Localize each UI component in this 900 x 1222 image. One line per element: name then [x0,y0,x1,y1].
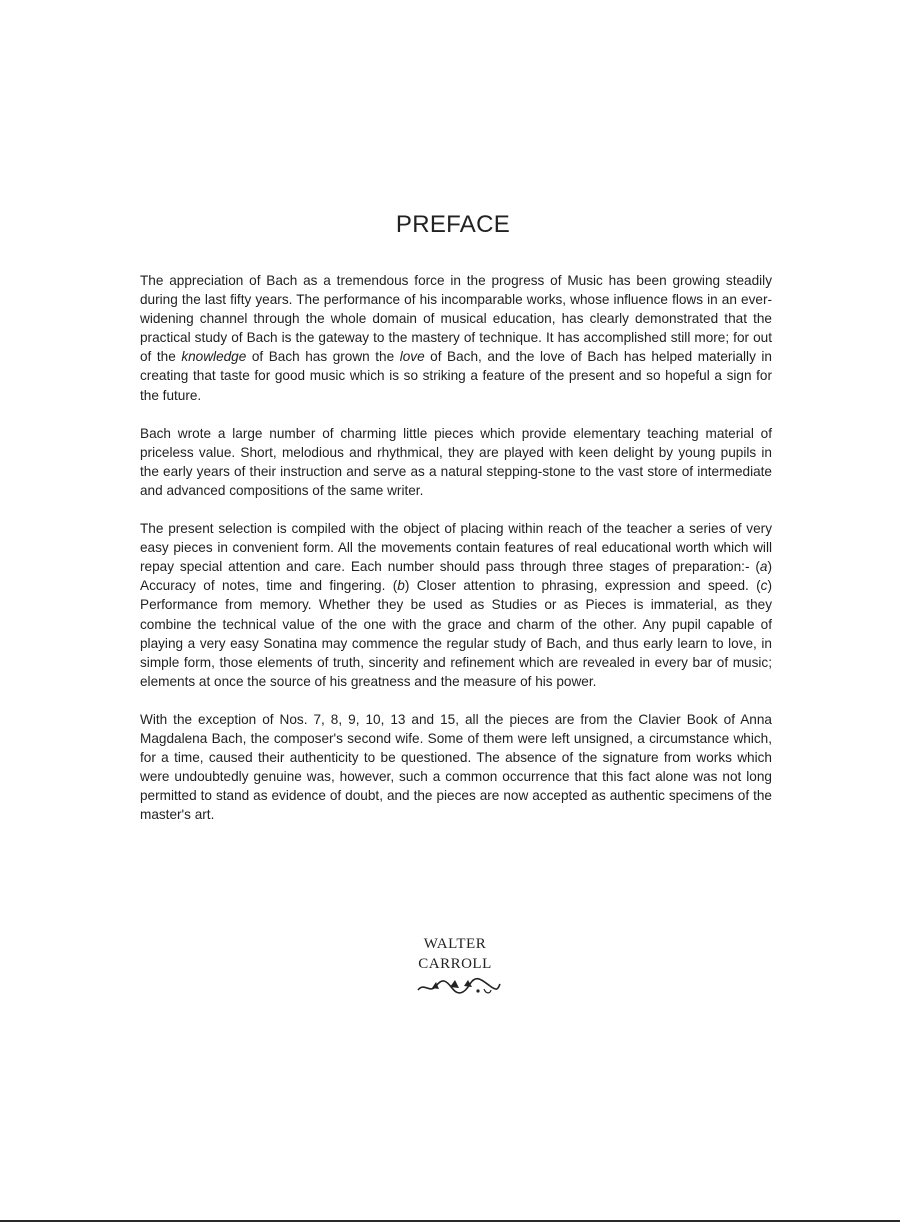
text-run: of Bach has grown the [246,349,400,365]
signature-first-name: WALTER [423,936,487,952]
italic-text-run: b [397,578,405,594]
paragraph [140,424,772,500]
text-run: Bach wrote a large number of charming little pieces which provide elementary teaching material of priceless value. Short, melodious and rhythmical, they are played with keen delight by young pupils in the early years of their instruction and serve as a natural stepping-stone to the vast store of intermediate and advanced compositions of the same writer. [140,425,772,498]
text-run: ) Accuracy of notes, time and fingering. ( [140,559,772,594]
signature-flourish-icon [412,974,502,1000]
author-signature [400,934,510,1004]
text-run: ) Closer attention to phrasing, expression and speed. ( [404,578,761,594]
italic-text-run: a [759,559,768,575]
paragraph [140,710,772,825]
paragraph [140,271,772,405]
italic-text-run: c [760,578,768,594]
page-title: PREFACE [395,211,511,238]
signature-last-name: CARROLL [418,956,492,972]
preface-body [140,271,772,843]
text-run: The appreciation of Bach as a tremendous force in the progress of Music has been growing steadily during the last fifty years. The performance of his incomparable works, whose influence flows in an ever-widening channel through the whole domain of musical education, has clearly demonstrated that the practical study of Bach is the gateway to the mastery of technique. It has accomplished still more; for out of the [140,273,772,365]
text-run: of Bach, and the love of Bach has helped materially in creating that taste for good music which is so striking a feature of the present and so hopeful a sign for the future. [140,349,772,403]
paragraph [140,519,772,691]
text-run: With the exception of Nos. 7, 8, 9, 10, 13 and 15, all the pieces are from the Clavier Book of Anna Magdalena Bach, the composer's second wife. Some of them were left unsigned, a circumstance which, for a time, caused their authenticity to be questioned. The absence of the signature from works which were undoubtedly genuine was, however, such a common occurrence that this fact alone was not long permitted to stand as evidence of doubt, and the pieces are now accepted as authentic specimens of the master's art. [140,711,772,823]
text-run: ) Performance from memory. Whether they be used as Studies or as Pieces is immaterial, as they combine the technical value of the one with the grace and charm of the other. Any pupil capable of playing a very easy Sonatina may commence the regular study of Bach, and thus early learn to love, in simple form, those elements of truth, sincerity and refinement which are revealed in every bar of music; elements at once the source of his greatness and the measure of his power. [140,578,772,689]
text-run: The present selection is compiled with the object of placing within reach of the teacher a series of very easy pieces in convenient form. All the movements contain features of real educational worth which will repay special attention and care. Each number should pass through three stages of preparation:- ( [140,521,772,575]
italic-text-run: love [399,349,425,365]
italic-text-run: knowledge [181,349,247,365]
